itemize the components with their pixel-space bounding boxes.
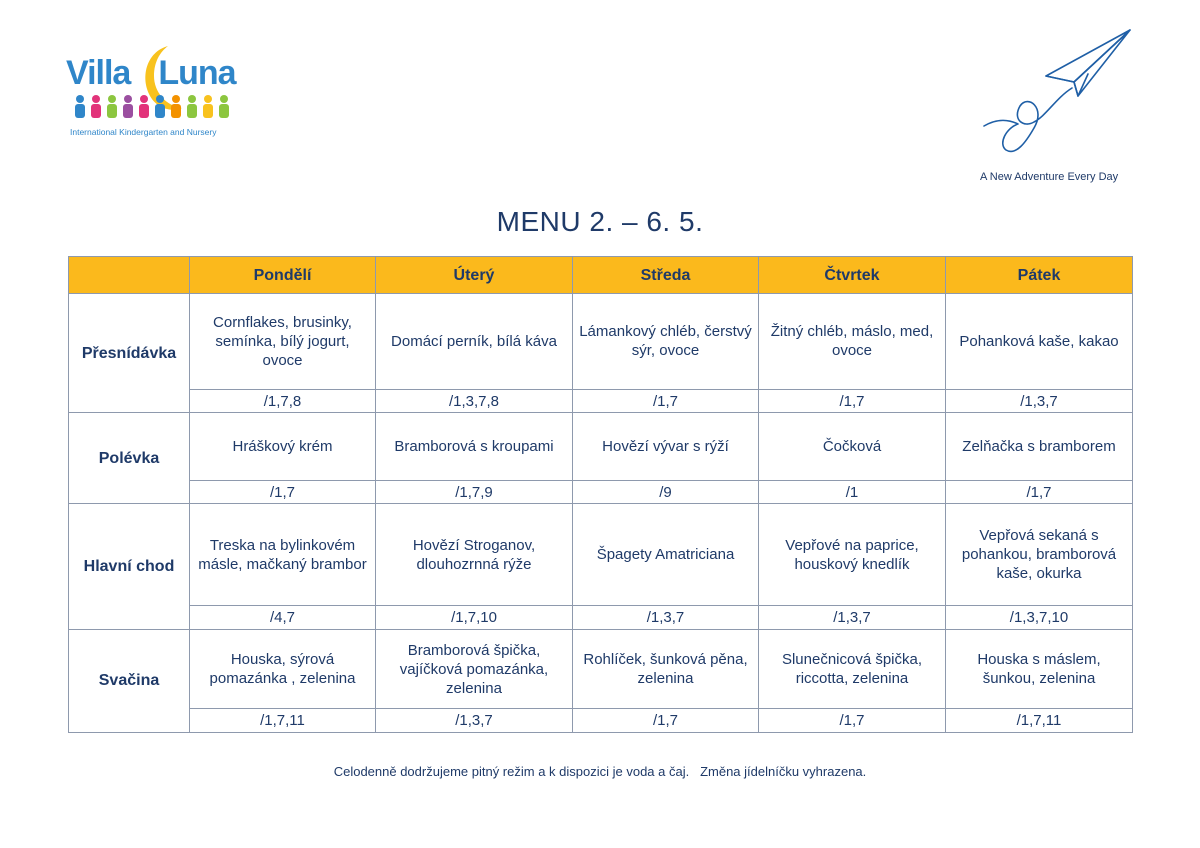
allergen-cell: /1,7,11 bbox=[190, 709, 376, 733]
brand-tagline: International Kindergarten and Nursery bbox=[70, 127, 217, 137]
header-day: Pondělí bbox=[190, 257, 376, 294]
motto: A New Adventure Every Day bbox=[980, 171, 1119, 183]
dish-cell: Vepřové na paprice, houskový knedlík bbox=[759, 504, 946, 606]
dish-cell: Hovězí vývar s rýží bbox=[573, 413, 759, 480]
table-header-row bbox=[69, 257, 1133, 294]
header-empty-cell bbox=[69, 257, 190, 294]
dish-cell: Slunečnicová špička, riccotta, zelenina bbox=[759, 629, 946, 709]
dish-cell: Treska na bylinkovém másle, mačkaný brambor bbox=[190, 504, 376, 606]
menu-table bbox=[68, 256, 1133, 733]
dish-cell: Lámankový chléb, čerstvý sýr, ovoce bbox=[573, 294, 759, 390]
children-figures-icon bbox=[72, 94, 242, 120]
dish-cell: Bramborová špička, vajíčková pomazánka, zelenina bbox=[376, 629, 573, 709]
header-day: Úterý bbox=[376, 257, 573, 294]
dish-cell: Vepřová sekaná s pohankou, bramborová kaše, okurka bbox=[946, 504, 1133, 606]
allergen-cell: /1,7,8 bbox=[190, 389, 376, 412]
dish-cell: Žitný chléb, máslo, med, ovoce bbox=[759, 294, 946, 390]
villa-luna-logo bbox=[66, 44, 266, 140]
brand-name bbox=[66, 54, 236, 93]
allergen-cell: /1,7 bbox=[573, 709, 759, 733]
allergen-cell: /9 bbox=[573, 480, 759, 503]
dish-cell: Hovězí Stroganov, dlouhozrnná rýže bbox=[376, 504, 573, 606]
allergen-cell: /1,3,7 bbox=[759, 606, 946, 629]
header-day: Středa bbox=[573, 257, 759, 294]
page-title: MENU 2. – 6. 5. bbox=[496, 206, 704, 237]
meal-label: Přesnídávka bbox=[69, 294, 190, 413]
allergen-cell: /1,3,7,10 bbox=[946, 606, 1133, 629]
dish-cell: Cornflakes, brusinky, semínka, bílý jogurt, ovoce bbox=[190, 294, 376, 390]
dish-cell: Bramborová s kroupami bbox=[376, 413, 573, 480]
allergen-cell: /1,7 bbox=[573, 389, 759, 412]
allergen-cell: /1,3,7 bbox=[946, 389, 1133, 412]
allergen-cell: /1,3,7 bbox=[573, 606, 759, 629]
dish-cell: Domácí perník, bílá káva bbox=[376, 294, 573, 390]
table-row bbox=[69, 294, 1133, 390]
footer-note bbox=[0, 764, 1200, 779]
brand-name-left: Villa bbox=[66, 54, 131, 92]
meal-label: Polévka bbox=[69, 413, 190, 504]
allergens-row bbox=[69, 709, 1133, 733]
allergen-cell: /4,7 bbox=[190, 606, 376, 629]
dish-cell: Pohanková kaše, kakao bbox=[946, 294, 1133, 390]
allergen-cell: /1,3,7,8 bbox=[376, 389, 573, 412]
table-row bbox=[69, 504, 1133, 606]
header-day: Pátek bbox=[946, 257, 1133, 294]
allergen-cell: /1,7 bbox=[946, 480, 1133, 503]
allergen-cell: /1,7,11 bbox=[946, 709, 1133, 733]
meal-label: Hlavní chod bbox=[69, 504, 190, 630]
table-row bbox=[69, 413, 1133, 480]
dish-cell: Hráškový krém bbox=[190, 413, 376, 480]
allergen-cell: /1 bbox=[759, 480, 946, 503]
dish-cell: Špagety Amatriciana bbox=[573, 504, 759, 606]
dish-cell: Zelňačka s bramborem bbox=[946, 413, 1133, 480]
dish-cell: Čočková bbox=[759, 413, 946, 480]
footer-drinking-note: Celodenně dodržujeme pitný režim a k dispozici je voda a čaj. bbox=[333, 764, 690, 779]
allergen-cell: /1,7,9 bbox=[376, 480, 573, 503]
header-day: Čtvrtek bbox=[759, 257, 946, 294]
allergen-cell: /1,7,10 bbox=[376, 606, 573, 629]
allergens-row bbox=[69, 480, 1133, 503]
allergens-row bbox=[69, 606, 1133, 629]
allergens-row bbox=[69, 389, 1133, 412]
table-row bbox=[69, 629, 1133, 709]
allergen-cell: /1,3,7 bbox=[376, 709, 573, 733]
allergen-cell: /1,7 bbox=[190, 480, 376, 503]
allergen-cell: /1,7 bbox=[759, 709, 946, 733]
dish-cell: Houska, sýrová pomazánka , zelenina bbox=[190, 629, 376, 709]
brand-name-right: Luna bbox=[158, 54, 236, 92]
dish-cell: Rohlíček, šunková pěna, zelenina bbox=[573, 629, 759, 709]
allergen-cell: /1,7 bbox=[759, 389, 946, 412]
footer-change-note: Změna jídelníčku vyhrazena. bbox=[700, 764, 867, 779]
dish-cell: Houska s máslem, šunkou, zelenina bbox=[946, 629, 1133, 709]
meal-label: Svačina bbox=[69, 629, 190, 732]
paper-plane-icon bbox=[976, 24, 1136, 164]
